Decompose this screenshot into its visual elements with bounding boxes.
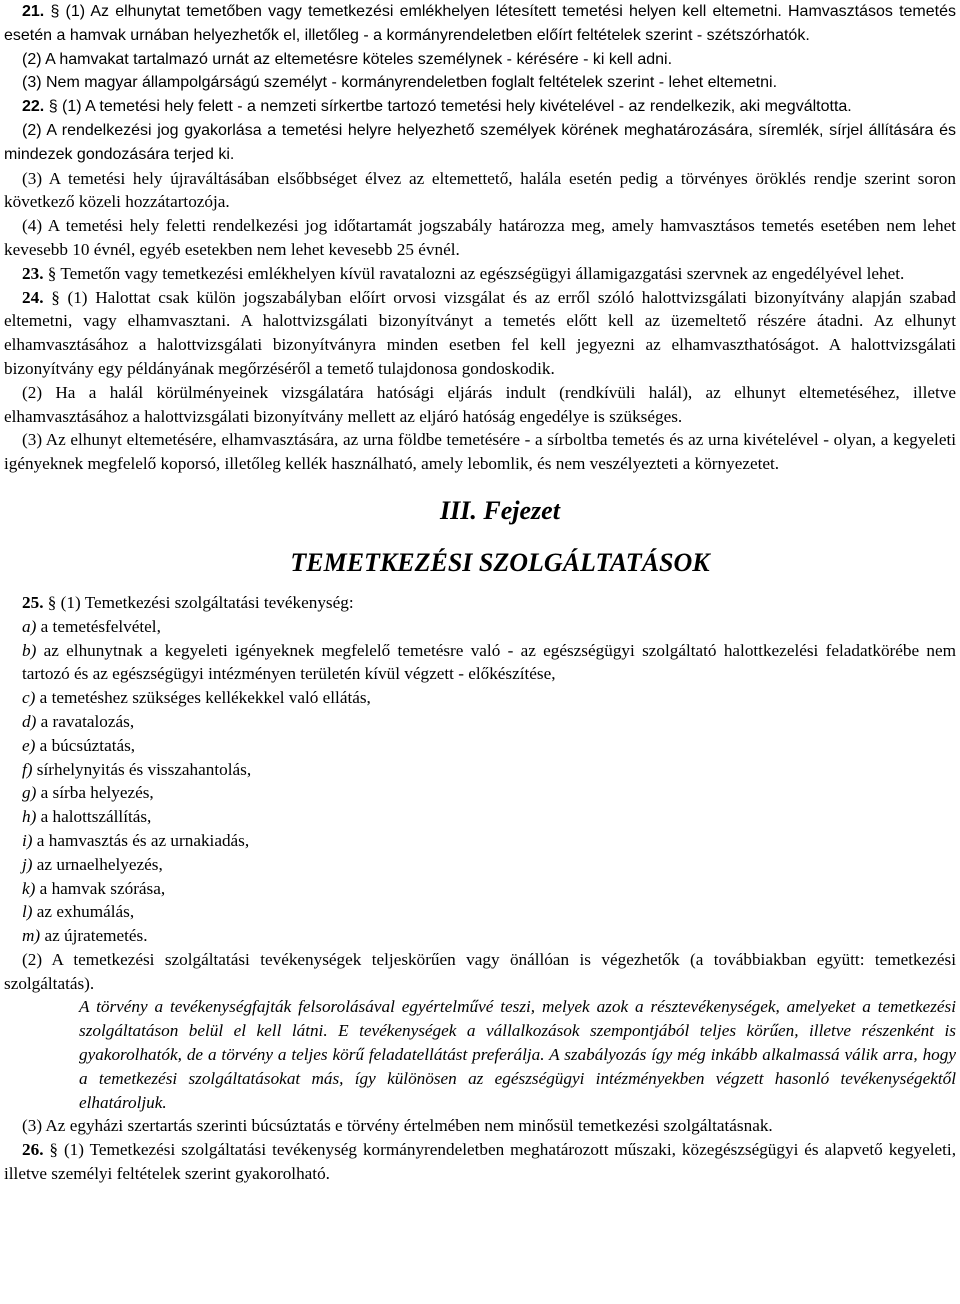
section-26 [4, 1138, 956, 1186]
list-item-letter: j) [22, 854, 33, 874]
list-item-text: az újratemetés. [40, 926, 148, 946]
list-item-letter: a) [22, 616, 37, 636]
section-number: 21. [22, 3, 45, 20]
section-sign: § [49, 1140, 59, 1160]
list-item [4, 877, 956, 901]
list-item-text: az urnaelhelyezés, [32, 854, 163, 874]
list-item-letter: c) [22, 688, 36, 708]
list-item [4, 781, 956, 805]
section-24 [4, 286, 956, 476]
paragraph: 22. § (1) A temetési hely felett - a nemzeti sírkertbe tartozó temetési hely kivételével - az rendelkezik, aki megváltotta. [22, 98, 852, 116]
list-item-letter: f) [22, 759, 33, 779]
section-sign: § [47, 263, 57, 283]
paragraph: (2) A hamvakat tartalmazó urnát az eltemetésre köteles személynek - kérésére - ki kell adni. [22, 50, 673, 68]
list-item [4, 758, 956, 782]
list-item [4, 924, 956, 948]
chapter-title: TEMETKEZÉSI SZOLGÁLTATÁSOK [290, 547, 710, 577]
list-item-letter: d) [22, 711, 37, 731]
list-item-letter: k) [22, 878, 36, 898]
list-item [4, 710, 956, 734]
list-item-text: a halottszállítás, [36, 807, 152, 827]
list-item [4, 829, 956, 853]
list-item-text: a hamvak szórása, [35, 878, 166, 898]
paragraph: (3) Az egyházi szertartás szerinti búcsúztatás e törvény értelmében nem minősül temetkezési szolgáltatásnak. [22, 1116, 773, 1136]
paragraph: (4) A temetési hely feletti rendelkezési jog időtartamát jogszabály határozza meg, amely hamvasztásos temetés esetében nem lehet kevesebb 10 évnél, egyéb esetekben nem lehet kevesebb 25 évnél. [4, 216, 956, 259]
section-number: 24. [22, 287, 44, 307]
section-number: 26. [22, 1140, 44, 1160]
list-item-letter: g) [22, 783, 37, 803]
list-item [4, 639, 956, 687]
list-item-letter: m) [22, 926, 41, 946]
list-item-letter: b) [22, 640, 37, 660]
paragraph: 21. § (1) Az elhunytat temetőben vagy temetkezési emlékhelyen létesített temetési helyen kell eltemetni. Hamvasztásos temetés esetén a hamvak urnában helyezhetők el, illetőleg - a kormányrendeletben előírt feltételek szerint - szétszórhatók. [4, 3, 957, 44]
list-item [4, 734, 956, 758]
paragraph: 23. § Temetőn vagy temetkezési emlékhelyen kívül ravatalozni az egészségügyi államigazgatási szervnek az engedélyével lehet. [22, 263, 905, 283]
list-item-text: a temetésfelvétel, [36, 616, 161, 636]
paragraph: (3) A temetési hely újraváltásában elsőbbséget élvez az eltemettető, halála esetén pedig a törvényes öröklés rendje szerint soron következő közeli hozzátartozója. [4, 168, 956, 212]
list-item-text: a búcsúztatás, [35, 735, 136, 755]
list-item [4, 853, 956, 877]
list-item-text: sírhelynyitás és visszahantolás, [32, 759, 252, 779]
list-item [4, 900, 956, 924]
section-22-cont [4, 167, 956, 262]
section-sign: § [51, 287, 60, 307]
paragraph: (3) Nem magyar állampolgárságú személyt - kormányrendeletben foglalt feltételek szerint - lehet eltemetni. [22, 74, 778, 92]
commentary-note: A törvény a tevékenységfajták felsorolásával egyértelművé teszi, melyek azok a résztevékenységek, amelyeket a temetkezési szolgáltatáson belül el kell látni. E tevékenységek a vállalkozások szempontjából teljes körűen, illetve részenként is gyakorolhatók, de a törvény a teljes körű feladatellátást preferálja. A szabályozás így még inkább alkalmassá válik arra, hogy a temetkezési szolgáltatásokat más, így különösen az egészségügyi intézményekben végzett hasonló tevékenységektől elhatároljuk. [79, 997, 956, 1112]
list-item-letter: l) [22, 902, 33, 922]
list-item-text: a ravatalozás, [36, 711, 135, 731]
section-number: 25. [22, 592, 44, 612]
list-item-text: a sírba helyezés, [36, 783, 154, 803]
paragraph: (2) A rendelkezési jog gyakorlása a temetési helyre helyezhető személyek körének meghatározására, síremlék, sírjel állítására és mindezek gondozására terjed ki. [4, 121, 956, 163]
paragraph: (2) Ha a halál körülményeinek vizsgálatára hatósági eljárás indult (rendkívüli halál), az elhunyt eltemetéséhez, illetve elhamvasztásához a halottvizsgálati bizonyítvány mellett az eljáró hatóság engedélye is szükséges. [4, 382, 956, 426]
list-item-letter: h) [22, 807, 37, 827]
list-item [4, 686, 956, 710]
list-item [4, 615, 956, 639]
list-item-text: a hamvasztás és az urnakiadás, [32, 830, 250, 850]
chapter-number: III. Fejezet [440, 495, 560, 525]
section-23 [4, 262, 956, 286]
paragraph: (2) A temetkezési szolgáltatási tevékenységek teljeskörűen vagy önállóan is végezhetők (a továbbiakban együtt: temetkezési szolgáltatás). [4, 949, 956, 993]
section-sign: § [48, 98, 58, 116]
list-item-letter: i) [22, 830, 33, 850]
list-item [4, 805, 956, 829]
paragraph: 26. § (1) Temetkezési szolgáltatási tevékenység kormányrendeletben meghatározott műszaki, közegészségügyi és alapvető kegyeleti, illetve személyi feltételek szerint gyakorolható. [4, 1140, 956, 1184]
activity-list [4, 615, 956, 948]
paragraph: 24. § (1) Halottat csak külön jogszabályban előírt orvosi vizsgálat és az erről szóló halottvizsgálati bizonyítvány alapján szabad eltemetni, vagy elhamvasztani. A halottvizsgálati bizonyítványt a temetés előtt kell az üzemeltető részére átadni. Az elhunyt elhamvasztásához a halottvizsgálati bizonyítványra minden esetben fel kell jegyezni az elhamvaszthatóságot. A halottvizsgálati bizonyítvány egy példányának megőrzéséről a temető tulajdonosa gondoskodik. [4, 287, 957, 378]
section-21 [4, 0, 956, 95]
list-item-text: az exhumálás, [32, 902, 135, 922]
section-number: 23. [22, 263, 44, 283]
paragraph: (3) Az elhunyt eltemetésére, elhamvasztására, az urna földbe temetésére - a sírboltba temetés és az urna kivételével - olyan, a kegyeleti igényeknek megfelelő koporsó, illetőleg kellék használható, amely lebomlik, és nem veszélyezteti a környezetet. [4, 430, 956, 474]
section-sign: § [47, 592, 57, 612]
list-item-text: az elhunytnak a kegyeleti igényeknek megfelelő temetésre való - az egészségügyi szolgáltató halottkezelési feladatkörébe nem tartozó és az egészségügyi intézményen területén kívül végzett - előkészítése, [22, 640, 956, 684]
section-sign: § [50, 3, 60, 20]
paragraph: 25. § (1) Temetkezési szolgáltatási tevékenység: [22, 592, 354, 612]
section-22 [4, 95, 956, 166]
section-25 [4, 591, 956, 1138]
list-item-text: a temetéshez szükséges kellékekkel való ellátás, [35, 688, 371, 708]
list-item-letter: e) [22, 735, 36, 755]
section-number: 22. [22, 98, 45, 116]
